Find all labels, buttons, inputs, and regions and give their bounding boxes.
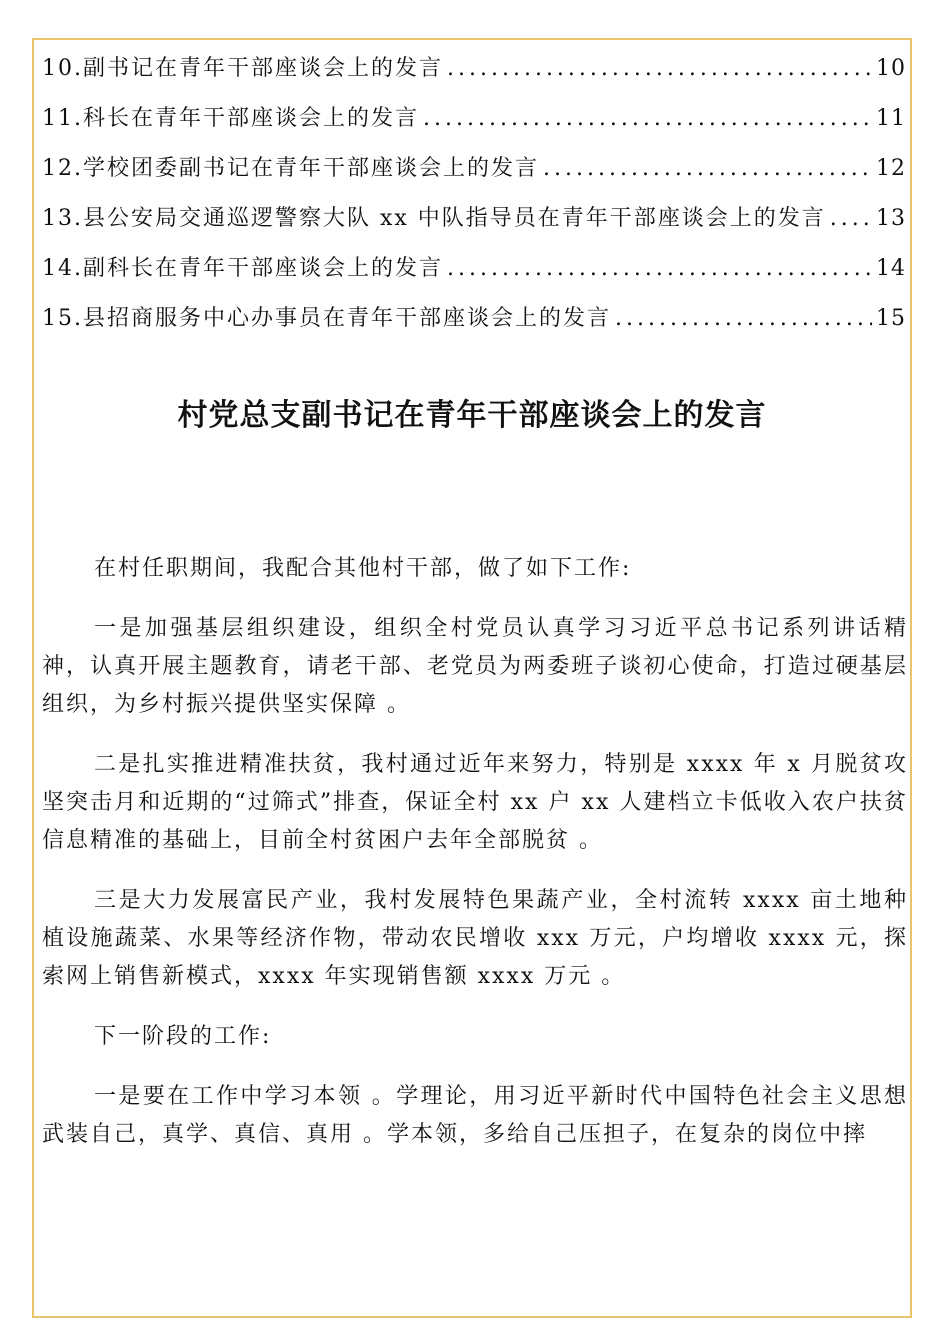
paragraph: 二是扎实推进精准扶贫，我村通过近年来努力，特别是 xxxx 年 x 月脱贫攻坚突击月和近期的“过筛式”排查，保证全村 xx 户 xx 人建档立卡低收入农户扶贫信息精准的基础上，目前全村贫困户去年全部脱贫 。 [42,752,908,853]
page-frame [32,38,912,1318]
paragraph: 下一阶段的工作: [94,1024,272,1049]
toc-item-title: 14.副科长在青年干部座谈会上的发言 [42,256,443,281]
toc-item-page: 14 [876,256,906,281]
toc-item[interactable] [42,304,906,354]
toc-leader-dots [447,254,872,284]
toc-item[interactable] [42,204,906,254]
toc-leader-dots [543,154,872,184]
toc-leader-dots [423,104,872,134]
toc-item-title: 11.科长在青年干部座谈会上的发言 [42,106,419,131]
toc-item-title: 15.县招商服务中心办事员在青年干部座谈会上的发言 [42,306,611,331]
paragraph: 在村任职期间，我配合其他村干部，做了如下工作: [94,556,632,581]
toc-item-page: 13 [876,206,906,231]
toc-item-title: 13.县公安局交通巡逻警察大队 xx 中队指导员在青年干部座谈会上的发言 [42,206,826,231]
toc-leader-dots [615,304,872,334]
toc-leader-dots [447,54,872,84]
article-body [42,550,908,1176]
toc-item[interactable] [42,104,906,154]
toc-leader-dots [830,204,872,234]
toc-item[interactable] [42,54,906,104]
toc-item[interactable] [42,254,906,304]
paragraph: 一是要在工作中学习本领 。学理论，用习近平新时代中国特色社会主义思想武装自己，真学、真信、真用 。学本领，多给自己压担子，在复杂的岗位中摔 [42,1084,908,1147]
toc-item[interactable] [42,154,906,204]
table-of-contents [42,54,906,354]
toc-item-title: 10.副书记在青年干部座谈会上的发言 [42,56,443,81]
paragraph: 一是加强基层组织建设，组织全村党员认真学习习近平总书记系列讲话精神，认真开展主题教育，请老干部、老党员为两委班子谈初心使命，打造过硬基层组织，为乡村振兴提供坚实保障 。 [42,616,908,717]
toc-item-page: 12 [876,156,906,181]
article-title: 村党总支副书记在青年干部座谈会上的发言 [177,398,767,433]
toc-item-page: 15 [876,306,906,331]
paragraph: 三是大力发展富民产业，我村发展特色果蔬产业，全村流转 xxxx 亩土地种植设施蔬菜、水果等经济作物，带动农民增收 xxx 万元，户均增收 xxxx 元，探索网上销售新模式，xxxx 年实现销售额 xxxx 万元 。 [42,888,908,989]
toc-item-title: 12.学校团委副书记在青年干部座谈会上的发言 [42,156,539,181]
toc-item-page: 10 [876,56,906,81]
toc-item-page: 11 [876,106,906,131]
